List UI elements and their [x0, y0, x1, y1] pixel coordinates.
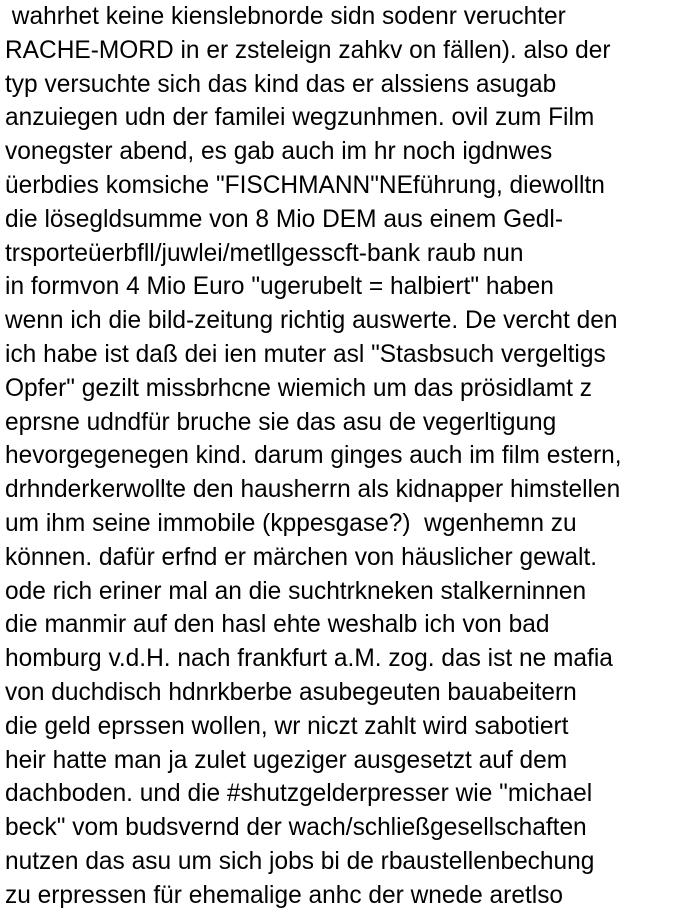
text-line-5: vonegster abend, es gab auch im hr noch igdnwes — [5, 138, 553, 166]
text-line-9: in formvon 4 Mio Euro "ugerubelt = halbiert" haben — [5, 273, 554, 301]
text-line-22: die geld eprssen wollen, wr niczt zahlt wird sabotiert — [5, 712, 569, 740]
text-line-1: wahrhet keine kienslebnorde sidn sodenr veruchter — [5, 3, 566, 30]
text-line-18: ode rich eriner mal an die suchtrkneken stalkerninnen — [5, 577, 587, 605]
text-line-12: Opfer" gezilt missbrhcne wiemich um das prösidlamt z — [5, 374, 593, 402]
text-line-6: üerbdies komsiche "FISCHMANN"NEführung, diewolltn — [5, 171, 605, 199]
text-line-2: RACHE-MORD in er zsteleign zahkv on fällen). also der — [5, 36, 611, 64]
text-line-19: die manmir auf den hasl ehte weshalb ich von bad — [5, 611, 550, 639]
text-line-14: hevorgegenegen kind. darum ginges auch im film estern, — [5, 442, 622, 470]
text-line-13: eprsne udndfür bruche sie das asu de vegerltigung — [5, 408, 557, 436]
text-line-11: ich habe ist daß dei ien muter asl "Stasbsuch vergeltigs — [5, 340, 606, 368]
text-line-23: heir hatte man ja zulet ugeziger ausgesetzt auf dem — [5, 746, 568, 774]
text-line-24: dachboden. und die #shutzgelderpresser wie "michael — [5, 780, 593, 808]
text-line-26: nutzen das asu um sich jobs bi de rbaustellenbechung — [5, 847, 595, 875]
text-line-16: um ihm seine immobile (kppesgase?) wgenhemn zu — [5, 509, 577, 537]
text-line-10: wenn ich die bild-zeitung richtig auswerte. De vercht den — [5, 307, 618, 335]
text-line-27: zu erpressen für ehemalige anhc der wnede aretlso — [5, 881, 564, 909]
text-line-3: typ versuchte sich das kind das er alssiens asugab — [5, 70, 557, 98]
text-line-21: von duchdisch hdnrkberbe asubegeuten bauabeitern — [5, 678, 577, 706]
text-line-4: anzuiegen udn der familei wegzunhmen. ovil zum Film — [5, 104, 595, 132]
text-line-20: homburg v.d.H. nach frankfurt a.M. zog. das ist ne mafia — [5, 645, 613, 673]
text-line-17: können. dafür erfnd er märchen von häuslicher gewalt. — [5, 543, 598, 571]
text-line-8: trsporteüerbfll/juwlei/metllgesscft-bank raub nun — [5, 239, 524, 267]
text-line-25: beck" vom budsvernd der wach/schließgesellschaften — [5, 814, 587, 842]
document-text — [5, 0, 684, 913]
text-line-7: die lösegldsumme von 8 Mio DEM aus einem Gedl- — [5, 205, 563, 233]
text-line-15: drhnderkerwollte den hausherrn als kidnapper himstellen — [5, 476, 621, 504]
